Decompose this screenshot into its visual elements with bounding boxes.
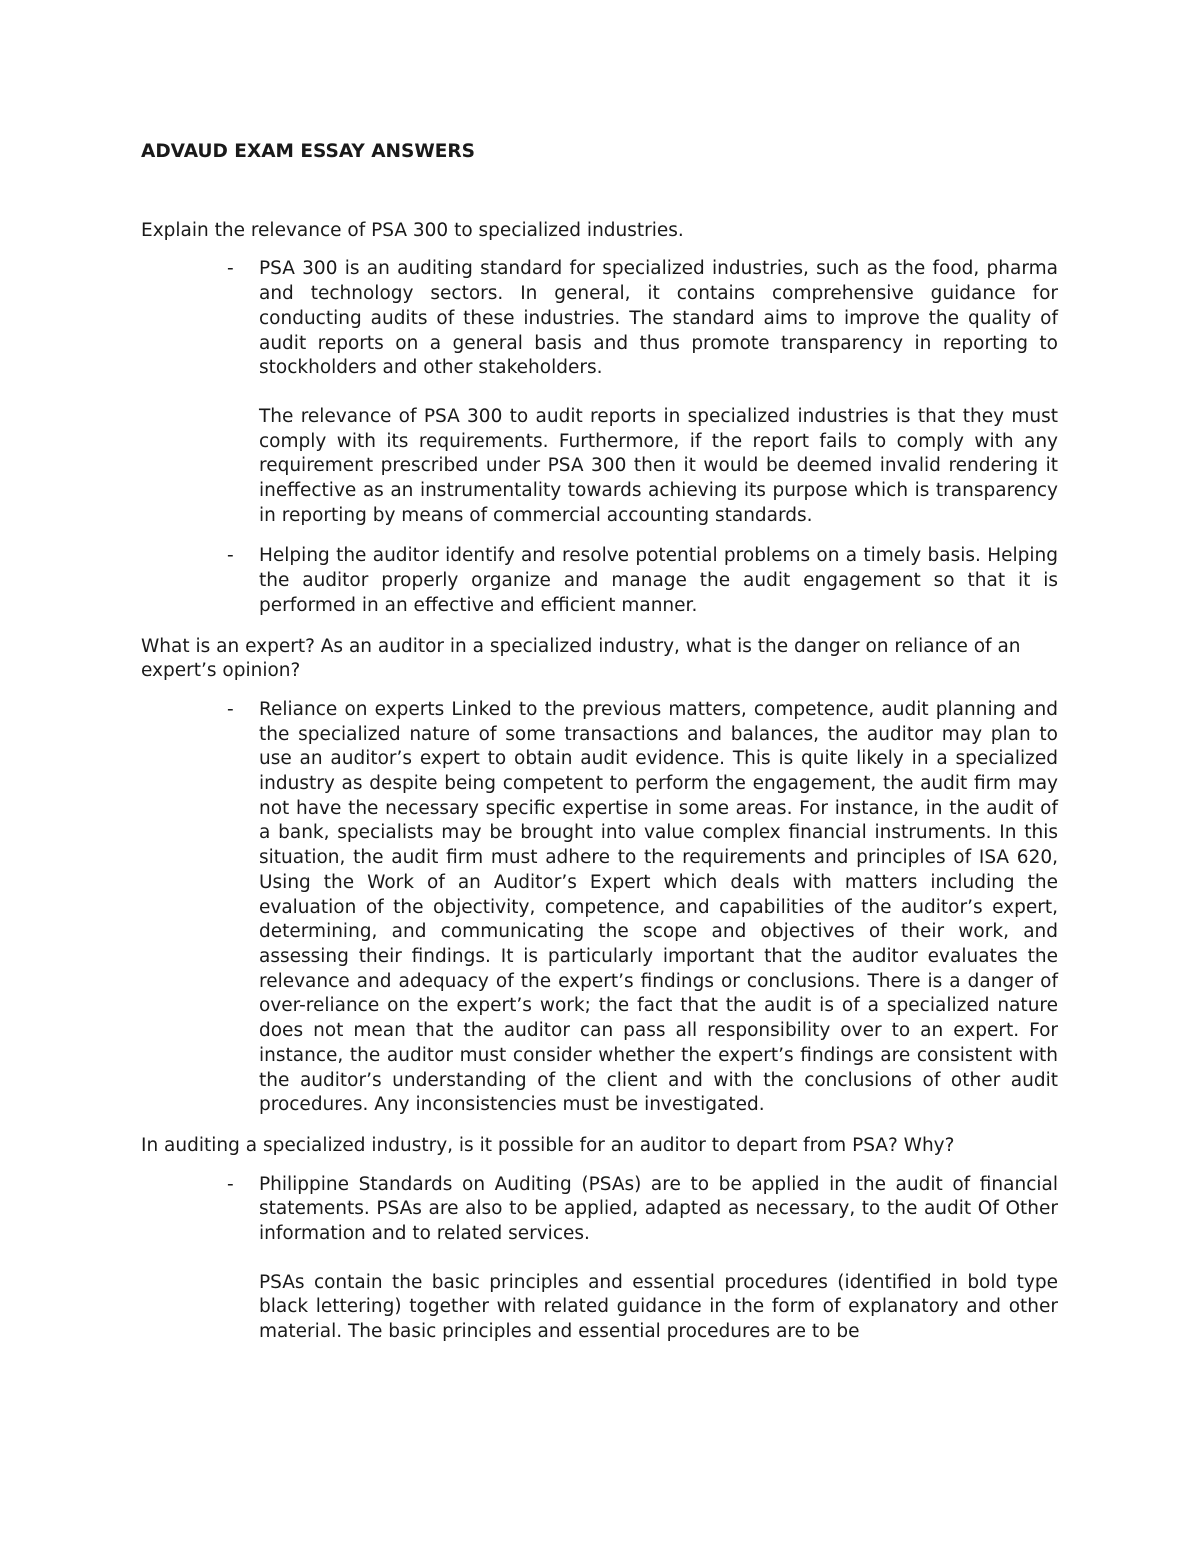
- answer-paragraph: The relevance of PSA 300 to audit reports in specialized industries is that they must comply with its requirements. Furthermore, if the report fails to comply with any requirement prescribed under PSA 300 then it would be deemed invalid rendering it ineffective as an instrumentality towards achieving its purpose which is transparency in reporting by means of commercial accounting standards.: [259, 405, 1058, 526]
- answer-item: [141, 1173, 1058, 1345]
- bullet-dash: -: [227, 545, 234, 567]
- document-title: ADVAUD EXAM ESSAY ANSWERS: [141, 141, 475, 162]
- answer-paragraph: Philippine Standards on Auditing (PSAs) are to be applied in the audit of financial statements. PSAs are also to be applied, adapted as necessary, to the audit Of Other information and to related services.: [259, 1173, 1058, 1245]
- answer-paragraph: PSA 300 is an auditing standard for specialized industries, such as the food, pharma and technology sectors. In general, it contains comprehensive guidance for conducting audits of these industries. The standard aims to improve the quality of audit reports on a general basis and thus promote transparency in reporting to stockholders and other stakeholders.: [259, 258, 1058, 379]
- answer-item: [141, 698, 1058, 1118]
- question-1: Explain the relevance of PSA 300 to specialized industries.: [141, 219, 684, 241]
- answer-paragraph: Reliance on experts Linked to the previous matters, competence, audit planning and the specialized nature of some transactions and balances, the auditor may plan to use an auditor’s expert to obtain audit evidence. This is quite likely in a specialized industry as despite being competent to perform the engagement, the audit firm may not have the necessary specific expertise in some areas. For instance, in the audit of a bank, specialists may be brought into value complex financial instruments. In this situation, the audit firm must adhere to the requirements and principles of ISA 620, Using the Work of an Auditor’s Expert which deals with matters including the evaluation of the objectivity, competence, and capabilities of the auditor’s expert, determining, and communicating the scope and objectives of their work, and assessing their findings. It is particularly important that the auditor evaluates the relevance and adequacy of the expert’s findings or conclusions. There is a danger of over-reliance on the expert’s work; the fact that the audit is of a specialized nature does not mean that the auditor can pass all responsibility over to an expert. For instance, the auditor must consider whether the expert’s findings are consistent with the auditor’s understanding of the client and with the conclusions of other audit procedures. Any inconsistencies must be investigated.: [259, 698, 1058, 1116]
- document-content: [141, 140, 1058, 1361]
- bullet-dash: -: [227, 1173, 234, 1195]
- answer-item: [141, 257, 1058, 528]
- bullet-dash: -: [227, 698, 234, 720]
- question-2: What is an expert? As an auditor in a specialized industry, what is the danger on reliance of an expert’s opinion?: [141, 635, 1021, 682]
- answer-body: [259, 698, 1058, 1118]
- answer-body: [259, 257, 1058, 528]
- answer-item: [141, 544, 1058, 618]
- answer-body: [259, 544, 1058, 618]
- answer-paragraph: PSAs contain the basic principles and essential procedures (identified in bold type black lettering) together with related guidance in the form of explanatory and other material. The basic principles and essential procedures are to be: [259, 1271, 1058, 1343]
- answer-paragraph: Helping the auditor identify and resolve potential problems on a timely basis. Helping the auditor properly organize and manage the audit engagement so that it is performed in an effective and efficient manner.: [259, 545, 1058, 616]
- bullet-dash: -: [227, 258, 234, 280]
- answer-body: [259, 1173, 1058, 1345]
- question-3: In auditing a specialized industry, is it possible for an auditor to depart from PSA? Why?: [141, 1134, 955, 1156]
